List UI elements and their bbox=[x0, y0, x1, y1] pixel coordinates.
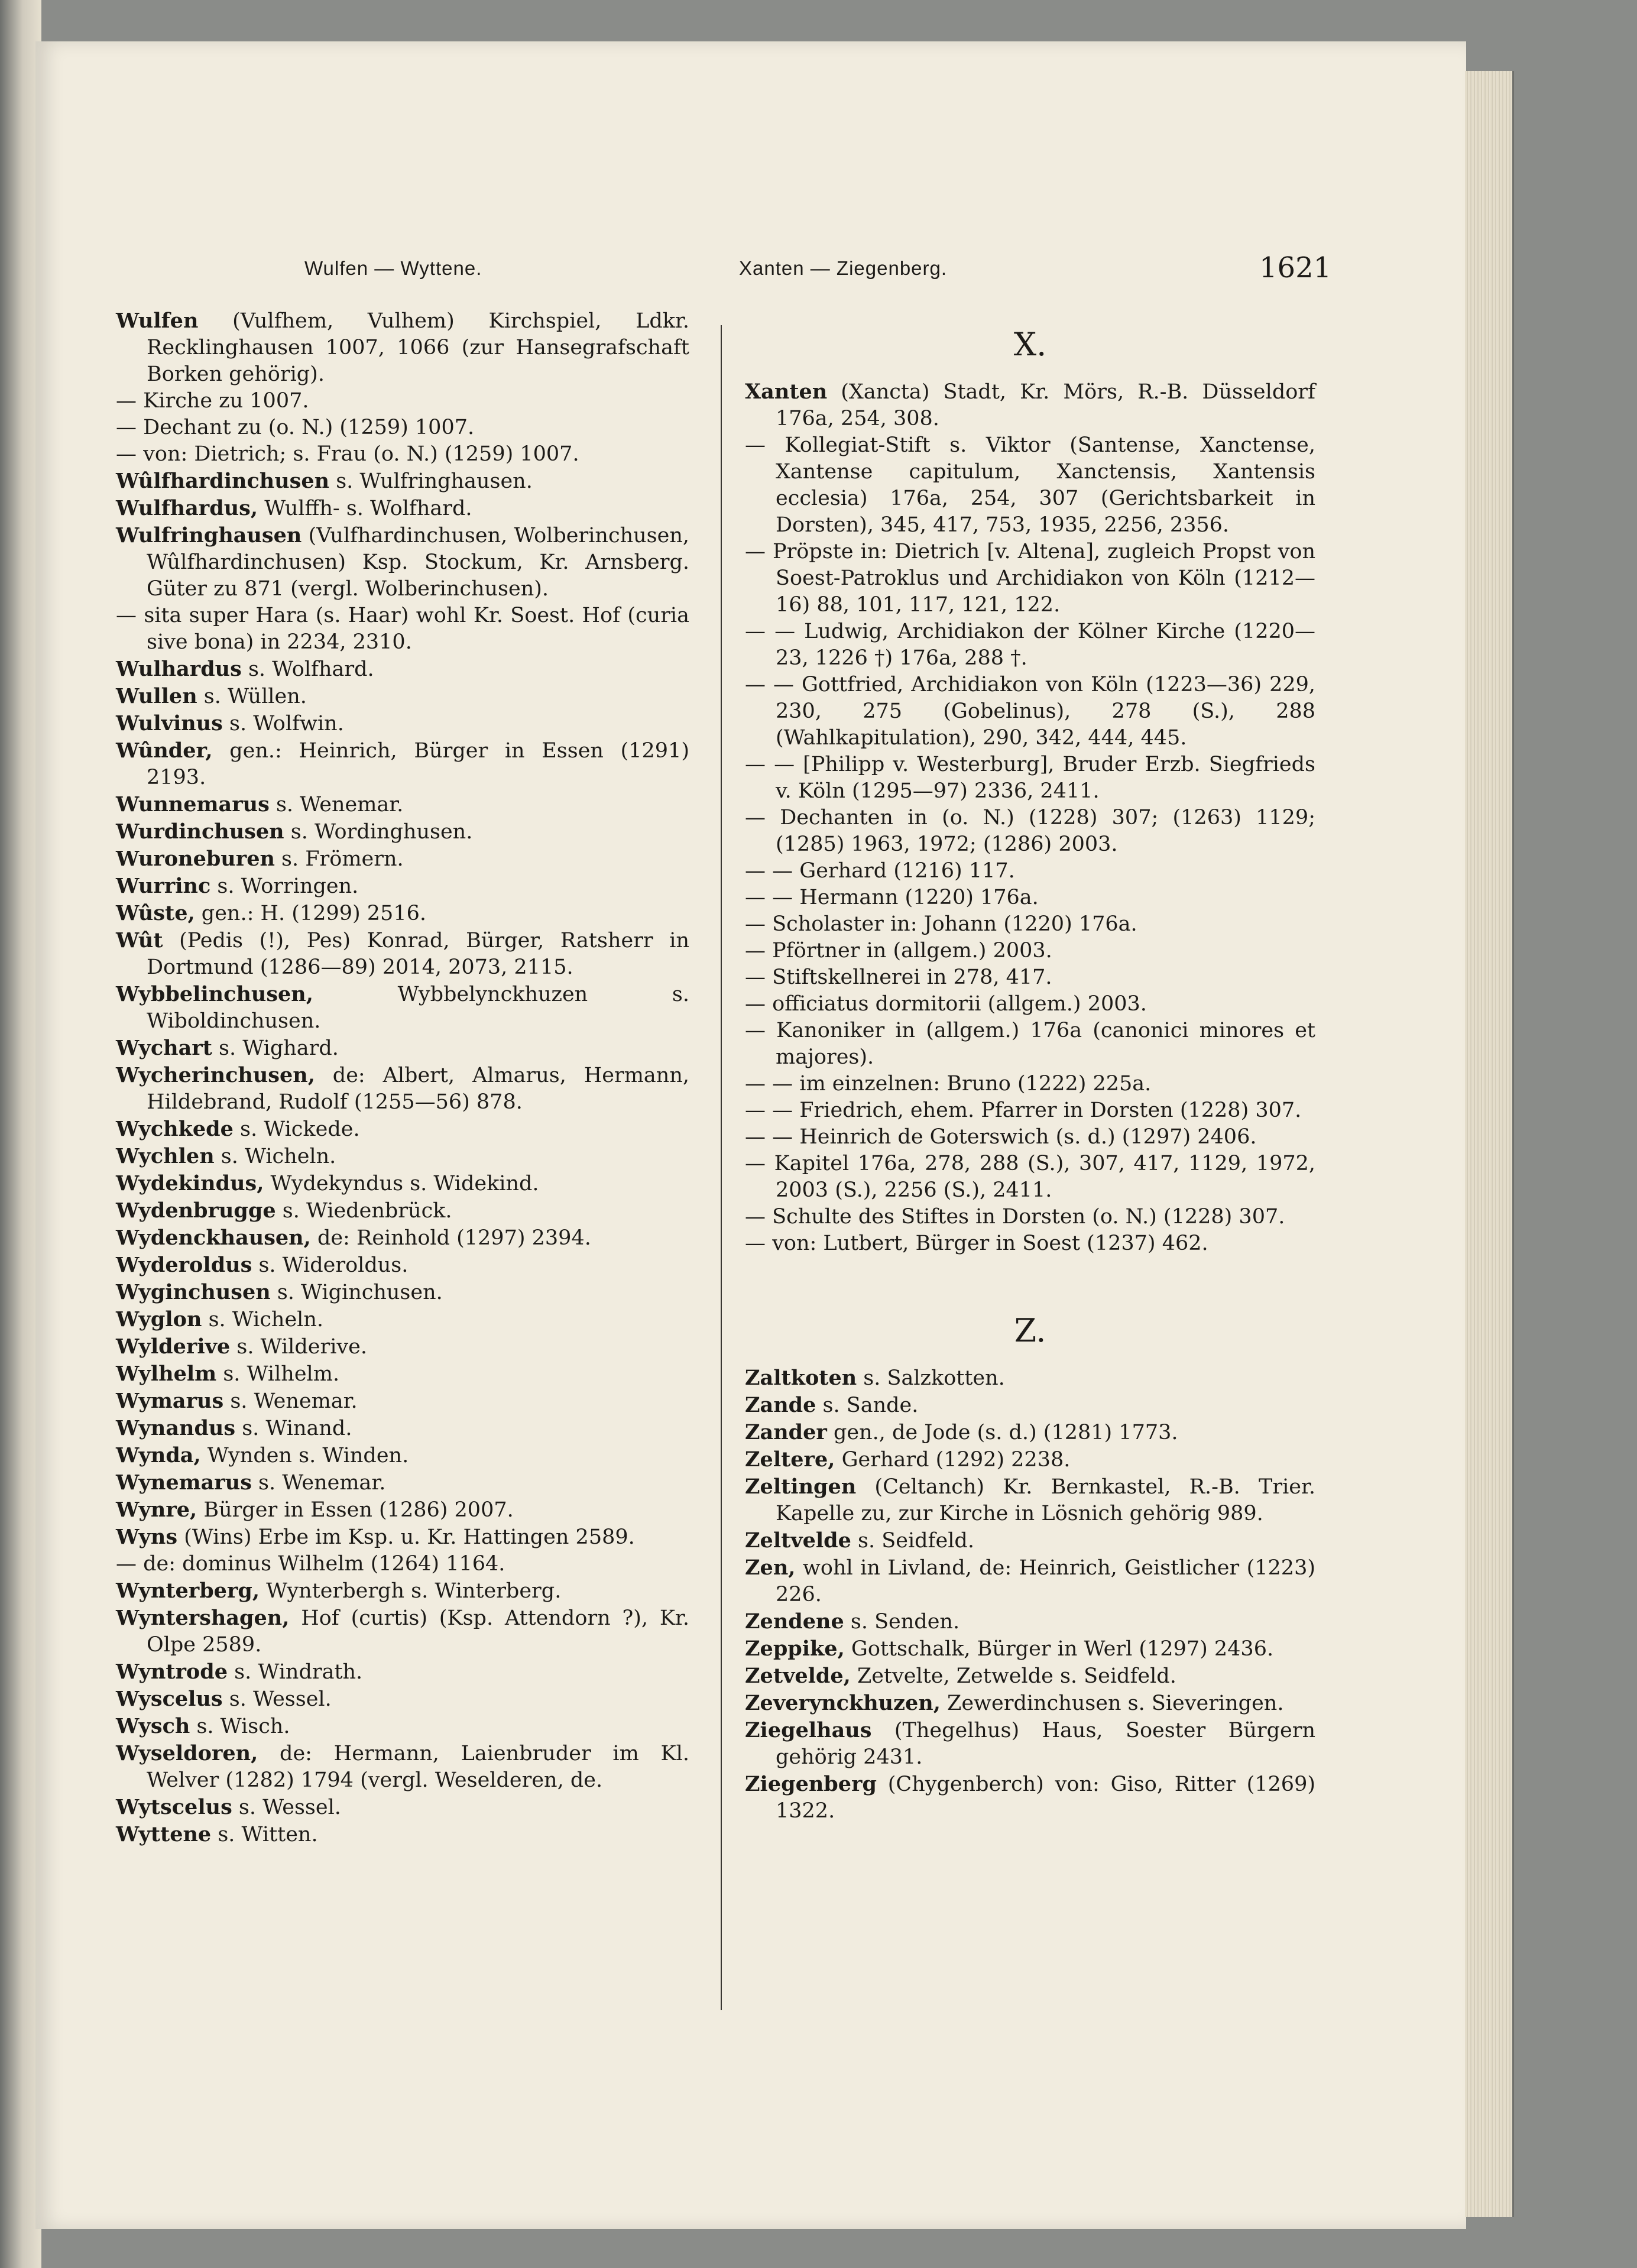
entry-headword: Wuroneburen bbox=[116, 847, 275, 871]
entry-text: wohl in Livland, de: Heinrich, Geistlicher (1223) 226. bbox=[776, 1556, 1315, 1606]
entry-headword: Wurrinc bbox=[116, 874, 211, 898]
entry-text: s. Frömern. bbox=[274, 847, 404, 871]
index-entry bbox=[745, 672, 1315, 751]
entry-text: s. Wilderive. bbox=[230, 1335, 368, 1359]
entry-text: — officiatus dormitorii (allgem.) 2003. bbox=[745, 992, 1147, 1016]
index-entry bbox=[745, 964, 1315, 991]
entry-headword: Wût bbox=[116, 928, 163, 952]
entry-text: s. Wenemar. bbox=[251, 1471, 386, 1495]
index-entry bbox=[745, 1771, 1315, 1825]
index-entry bbox=[745, 1230, 1315, 1257]
index-entry bbox=[745, 1124, 1315, 1151]
section-heading-x: X. bbox=[1013, 326, 1047, 363]
entry-text: — — Gottfried, Archidiakon von Köln (1223—36) 229, 230, 275 (Gobelinus), 278 (S.), 288 (Wahlkapitulation), 290, 342, 444, 445. bbox=[745, 673, 1315, 750]
entry-headword: Wydekindus, bbox=[116, 1171, 264, 1195]
entry-text: gen.: H. (1299) 2516. bbox=[195, 902, 426, 925]
index-entry bbox=[116, 1821, 689, 1848]
index-entry bbox=[116, 818, 689, 845]
entry-text: Gottschalk, Bürger in Werl (1297) 2436. bbox=[844, 1637, 1274, 1661]
entry-headword: Wylderive bbox=[116, 1334, 231, 1359]
running-header-left: Wulfen — Wyttene. bbox=[304, 257, 482, 279]
index-entry bbox=[116, 927, 689, 981]
entry-text: Wydekyndus s. Widekind. bbox=[264, 1172, 539, 1195]
entry-headword: Zeltere, bbox=[745, 1447, 835, 1472]
entry-headword: Wulfhardus, bbox=[116, 496, 258, 520]
entry-text: (Vulfhardinchusen, Wolberinchusen, Wûlfhardinchusen) Ksp. Stockum, Kr. Arnsberg. Güter zu 871 (vergl. Wolberinchusen). bbox=[147, 524, 689, 601]
index-entry bbox=[745, 1071, 1315, 1097]
index-entry bbox=[745, 539, 1315, 618]
entry-text: (Wins) Erbe im Ksp. u. Kr. Hattingen 2589. bbox=[177, 1525, 635, 1549]
entry-headword: Wylhelm bbox=[116, 1362, 217, 1386]
index-entry bbox=[116, 495, 689, 522]
entry-headword: Ziegelhaus bbox=[745, 1718, 872, 1742]
entry-text: s. Wicheln. bbox=[214, 1145, 336, 1168]
index-entry bbox=[745, 1419, 1315, 1446]
index-entry bbox=[745, 805, 1315, 858]
entry-headword: Ziegenberg bbox=[745, 1772, 877, 1796]
entry-headword: Wûlfhardinchusen bbox=[116, 469, 330, 493]
index-entry bbox=[116, 683, 689, 710]
entry-headword: Wyderoldus bbox=[116, 1253, 252, 1277]
entry-text: s. Wilhelm. bbox=[216, 1362, 340, 1386]
entry-headword: Wyntrode bbox=[116, 1660, 228, 1684]
index-entry bbox=[116, 1306, 689, 1333]
page-number: 1621 bbox=[1259, 251, 1332, 284]
index-entry bbox=[116, 1415, 689, 1442]
column-divider bbox=[721, 325, 722, 2010]
entry-text: s. Wessel. bbox=[222, 1687, 332, 1711]
entry-text: gen., de Jode (s. d.) (1281) 1773. bbox=[826, 1421, 1178, 1444]
entry-headword: Zeppike, bbox=[745, 1637, 845, 1661]
entry-headword: Wulfringhausen bbox=[116, 523, 302, 547]
index-entry bbox=[116, 737, 689, 791]
entry-text: s. Witten. bbox=[211, 1823, 318, 1846]
entry-headword: Wyglon bbox=[116, 1307, 202, 1331]
entry-text: s. Wisch. bbox=[190, 1715, 290, 1738]
entry-text: s. Wiginchusen. bbox=[270, 1281, 443, 1304]
entry-headword: Wyseldoren, bbox=[116, 1741, 258, 1765]
index-entry bbox=[116, 791, 689, 818]
entry-text: s. Windrath. bbox=[228, 1660, 363, 1684]
index-entry bbox=[116, 522, 689, 602]
index-entry bbox=[745, 858, 1315, 884]
entry-text: de: Reinhold (1297) 2394. bbox=[310, 1226, 591, 1250]
entry-text: — von: Lutbert, Bürger in Soest (1237) 462. bbox=[745, 1232, 1208, 1255]
entry-text: s. Wordinghusen. bbox=[284, 820, 473, 844]
entry-headword: Wynterberg, bbox=[116, 1579, 260, 1603]
index-entry bbox=[745, 1097, 1315, 1124]
entry-text: Gerhard (1292) 2238. bbox=[835, 1448, 1071, 1472]
entry-text: s. Sande. bbox=[816, 1394, 919, 1417]
entry-text: (Pedis (!), Pes) Konrad, Bürger, Ratsherr in Dortmund (1286—89) 2014, 2073, 2115. bbox=[147, 929, 689, 979]
entry-text: Wynterbergh s. Winterberg. bbox=[260, 1579, 562, 1603]
entry-headword: Zeltingen bbox=[745, 1475, 857, 1499]
index-entry bbox=[745, 1554, 1315, 1608]
entry-text: s. Wessel. bbox=[232, 1796, 341, 1819]
entry-text: — Kanoniker in (allgem.) 176a (canonici minores et majores). bbox=[745, 1019, 1315, 1069]
index-entry bbox=[745, 1527, 1315, 1554]
entry-text: Bürger in Essen (1286) 2007. bbox=[197, 1498, 514, 1522]
index-entry bbox=[116, 1442, 689, 1469]
entry-headword: Wulhardus bbox=[116, 657, 242, 681]
index-entry bbox=[116, 1197, 689, 1224]
entry-text: — Schulte des Stiftes in Dorsten (o. N.) (1228) 307. bbox=[745, 1205, 1285, 1229]
entry-headword: Wycherinchusen, bbox=[116, 1063, 315, 1087]
entry-headword: Wûnder, bbox=[116, 738, 213, 763]
index-entry bbox=[116, 1224, 689, 1252]
index-entry bbox=[116, 1686, 689, 1713]
entry-headword: Wydenckhausen, bbox=[116, 1226, 311, 1250]
entry-text: Wynden s. Winden. bbox=[200, 1444, 409, 1467]
entry-headword: Zen, bbox=[745, 1556, 796, 1580]
index-entry bbox=[116, 602, 689, 656]
index-entry bbox=[745, 991, 1315, 1018]
index-entry bbox=[116, 1388, 689, 1415]
entry-headword: Wynre, bbox=[116, 1498, 197, 1522]
entry-headword: Wysch bbox=[116, 1714, 190, 1738]
entry-headword: Wynandus bbox=[116, 1416, 236, 1440]
index-entry bbox=[745, 618, 1315, 672]
entry-headword: Wullen bbox=[116, 684, 197, 708]
index-entry bbox=[745, 1018, 1315, 1071]
entry-headword: Wulvinus bbox=[116, 711, 223, 736]
entry-text: s. Wenemar. bbox=[269, 793, 404, 817]
entry-headword: Wybbelinchusen, bbox=[116, 982, 313, 1006]
entry-text: de: Albert, Almarus, Hermann, Hildebrand, Rudolf (1255—56) 878. bbox=[147, 1064, 689, 1114]
index-entry bbox=[745, 1717, 1315, 1771]
entry-text: — Kapitel 176a, 278, 288 (S.), 307, 417, 1129, 1972, 2003 (S.), 2256 (S.), 2411. bbox=[745, 1152, 1315, 1202]
entry-text: s. Salzkotten. bbox=[857, 1366, 1005, 1390]
entry-headword: Zeverynckhuzen, bbox=[745, 1691, 941, 1715]
entry-text: — Pförtner in (allgem.) 2003. bbox=[745, 939, 1052, 963]
entry-text: s. Winand. bbox=[235, 1417, 352, 1440]
index-entry bbox=[116, 900, 689, 927]
index-entry bbox=[745, 378, 1315, 432]
entry-text: — — Gerhard (1216) 117. bbox=[745, 859, 1015, 883]
index-entry bbox=[745, 938, 1315, 964]
entry-text: s. Wicheln. bbox=[202, 1308, 324, 1331]
entry-text: s. Wolfwin. bbox=[222, 712, 344, 736]
index-entry bbox=[116, 981, 689, 1035]
entry-text: — sita super Hara (s. Haar) wohl Kr. Soest. Hof (curia sive bona) in 2234, 2310. bbox=[116, 604, 689, 654]
entry-text: s. Wulfringhausen. bbox=[329, 469, 533, 493]
entry-headword: Zendene bbox=[745, 1609, 844, 1634]
index-entry bbox=[745, 751, 1315, 805]
entry-text: (Xancta) Stadt, Kr. Mörs, R.-B. Düsseldorf 176a, 254, 308. bbox=[776, 380, 1315, 430]
entry-text: — von: Dietrich; s. Frau (o. N.) (1259) 1007. bbox=[116, 442, 579, 466]
index-entry bbox=[116, 1658, 689, 1686]
entry-headword: Wyscelus bbox=[116, 1687, 223, 1711]
index-entry bbox=[116, 845, 689, 873]
index-entry bbox=[116, 656, 689, 683]
entry-headword: Wymarus bbox=[116, 1389, 224, 1413]
index-entry bbox=[116, 1252, 689, 1279]
entry-headword: Zaltkoten bbox=[745, 1366, 857, 1390]
index-entry bbox=[116, 468, 689, 495]
entry-text: — de: dominus Wilhelm (1264) 1164. bbox=[116, 1552, 505, 1576]
index-entry bbox=[116, 1496, 689, 1524]
index-entry bbox=[745, 1392, 1315, 1419]
index-entry bbox=[745, 1608, 1315, 1635]
entry-headword: Zande bbox=[745, 1393, 816, 1417]
index-entry bbox=[116, 1170, 689, 1197]
entry-headword: Wurdinchusen bbox=[116, 819, 284, 844]
index-entry bbox=[745, 911, 1315, 938]
index-entry bbox=[116, 1794, 689, 1821]
entry-headword: Wychlen bbox=[116, 1144, 215, 1168]
entry-text: Zewerdinchusen s. Sieveringen. bbox=[940, 1692, 1284, 1715]
index-entry bbox=[745, 1151, 1315, 1204]
entry-text: — — Ludwig, Archidiakon der Kölner Kirche (1220—23, 1226 †) 176a, 288 †. bbox=[745, 620, 1315, 670]
index-entry bbox=[116, 1713, 689, 1740]
index-entry bbox=[116, 1605, 689, 1658]
entry-headword: Wyntershagen, bbox=[116, 1606, 290, 1630]
entry-headword: Wulfen bbox=[116, 309, 199, 333]
page-stack-edge bbox=[1465, 71, 1514, 2217]
entry-text: s. Wolfhard. bbox=[241, 657, 374, 681]
x-entry-list bbox=[745, 378, 1315, 1257]
entry-text: (Vulfhem, Vulhem) Kirchspiel, Ldkr. Recklinghausen 1007, 1066 (zur Hansegrafschaft Borken gehörig). bbox=[147, 309, 689, 386]
entry-text: — Kollegiat-Stift s. Viktor (Santense, Xanctense, Xantense capitulum, Xanctensis, Xantensis ecclesia) 176a, 254, 307 (Gerichtsbarkeit in Dorsten), 345, 417, 753, 1935, 2256, 2356. bbox=[745, 433, 1315, 537]
index-entry bbox=[116, 307, 689, 388]
index-entry bbox=[116, 1469, 689, 1496]
entry-text: Wybbelynckhuzen s. Wiboldinchusen. bbox=[147, 983, 689, 1033]
entry-text: — — Hermann (1220) 176a. bbox=[745, 886, 1039, 909]
entry-text: de: Hermann, Laienbruder im Kl. Welver (1282) 1794 (vergl. Weselderen, de. bbox=[147, 1742, 689, 1792]
entry-text: — Scholaster in: Johann (1220) 176a. bbox=[745, 912, 1137, 936]
index-entry bbox=[745, 1635, 1315, 1663]
index-entry bbox=[745, 884, 1315, 911]
entry-headword: Wynda, bbox=[116, 1443, 201, 1467]
entry-text: s. Wideroldus. bbox=[252, 1253, 409, 1277]
entry-text: — — [Philipp v. Westerburg], Bruder Erzb. Siegfrieds v. Köln (1295—97) 2336, 2411. bbox=[745, 753, 1315, 803]
index-entry bbox=[116, 1577, 689, 1605]
right-column bbox=[745, 307, 1315, 1825]
index-entry bbox=[116, 388, 689, 414]
entry-text: (Chygenberch) von: Giso, Ritter (1269) 1322. bbox=[776, 1773, 1315, 1823]
entry-text: s. Wighard. bbox=[212, 1036, 339, 1060]
z-entry-list bbox=[745, 1365, 1315, 1825]
entry-headword: Wychkede bbox=[116, 1117, 234, 1141]
entry-text: s. Wüllen. bbox=[197, 685, 307, 708]
entry-text: — Stiftskellnerei in 278, 417. bbox=[745, 965, 1052, 989]
entry-text: s. Seidfeld. bbox=[851, 1529, 974, 1553]
entry-text: s. Senden. bbox=[844, 1610, 960, 1634]
index-entry bbox=[745, 432, 1315, 539]
entry-text: — — im einzelnen: Bruno (1222) 225a. bbox=[745, 1072, 1152, 1096]
entry-headword: Wyns bbox=[116, 1525, 178, 1549]
entry-headword: Zander bbox=[745, 1420, 827, 1444]
index-entry bbox=[745, 1446, 1315, 1473]
entry-text: Wulffh- s. Wolfhard. bbox=[258, 497, 472, 520]
index-entry bbox=[745, 1473, 1315, 1527]
entry-text: Hof (curtis) (Ksp. Attendorn ?), Kr. Olpe 2589. bbox=[147, 1606, 689, 1657]
entry-headword: Wyttene bbox=[116, 1822, 212, 1846]
index-entry bbox=[116, 1360, 689, 1388]
entry-text: — Dechanten in (o. N.) (1228) 307; (1263) 1129; (1285) 1963, 1972; (1286) 2003. bbox=[745, 806, 1315, 856]
index-entry bbox=[116, 1333, 689, 1360]
entry-headword: Wunnemarus bbox=[116, 792, 270, 817]
entry-text: s. Wiedenbrück. bbox=[275, 1199, 452, 1223]
index-entry bbox=[116, 1116, 689, 1143]
entry-text: s. Wenemar. bbox=[223, 1389, 358, 1413]
index-entry bbox=[745, 1365, 1315, 1392]
index-entry bbox=[745, 1690, 1315, 1717]
entry-text: (Celtanch) Kr. Bernkastel, R.-B. Trier. Kapelle zu, zur Kirche in Lösnich gehörig 989. bbox=[776, 1475, 1315, 1525]
index-entry bbox=[116, 1279, 689, 1306]
index-entry bbox=[116, 1524, 689, 1551]
entry-text: — Dechant zu (o. N.) (1259) 1007. bbox=[116, 416, 475, 439]
entry-text: gen.: Heinrich, Bürger in Essen (1291) 2193. bbox=[147, 739, 689, 789]
entry-headword: Wyginchusen bbox=[116, 1280, 271, 1304]
entry-text: Zetvelte, Zetwelde s. Seidfeld. bbox=[850, 1664, 1176, 1688]
entry-text: — — Heinrich de Goterswich (s. d.) (1297) 2406. bbox=[745, 1125, 1257, 1149]
index-entry bbox=[745, 1663, 1315, 1690]
entry-text: — Kirche zu 1007. bbox=[116, 389, 309, 413]
entry-headword: Wytscelus bbox=[116, 1795, 232, 1819]
entry-headword: Wûste, bbox=[116, 901, 195, 925]
entry-text: s. Worringen. bbox=[210, 874, 359, 898]
entry-headword: Zetvelde, bbox=[745, 1664, 851, 1688]
entry-headword: Zeltvelde bbox=[745, 1528, 851, 1553]
index-entry bbox=[116, 710, 689, 737]
index-entry bbox=[116, 1740, 689, 1794]
index-entry bbox=[116, 414, 689, 441]
entry-text: — — Friedrich, ehem. Pfarrer in Dorsten (1228) 307. bbox=[745, 1099, 1302, 1122]
index-entry bbox=[116, 1551, 689, 1577]
entry-headword: Wydenbrugge bbox=[116, 1198, 276, 1223]
left-column bbox=[116, 307, 689, 1848]
index-entry bbox=[116, 441, 689, 468]
entry-text: — Pröpste in: Dietrich [v. Altena], zugleich Propst von Soest-Patroklus und Archidiakon von Köln (1212—16) 88, 101, 117, 121, 122. bbox=[745, 540, 1315, 617]
section-heading-z: Z. bbox=[1014, 1312, 1046, 1349]
index-entry bbox=[116, 873, 689, 900]
entry-headword: Wynemarus bbox=[116, 1470, 252, 1495]
index-entry bbox=[116, 1143, 689, 1170]
index-entry bbox=[745, 1204, 1315, 1230]
entry-text: s. Wickede. bbox=[233, 1117, 360, 1141]
entry-headword: Xanten bbox=[745, 380, 828, 404]
index-entry bbox=[116, 1035, 689, 1062]
entry-headword: Wychart bbox=[116, 1036, 212, 1060]
entry-text: (Thegelhus) Haus, Soester Bürgern gehörig 2431. bbox=[776, 1719, 1315, 1769]
index-entry bbox=[116, 1062, 689, 1116]
running-header-right: Xanten — Ziegenberg. bbox=[739, 257, 948, 279]
